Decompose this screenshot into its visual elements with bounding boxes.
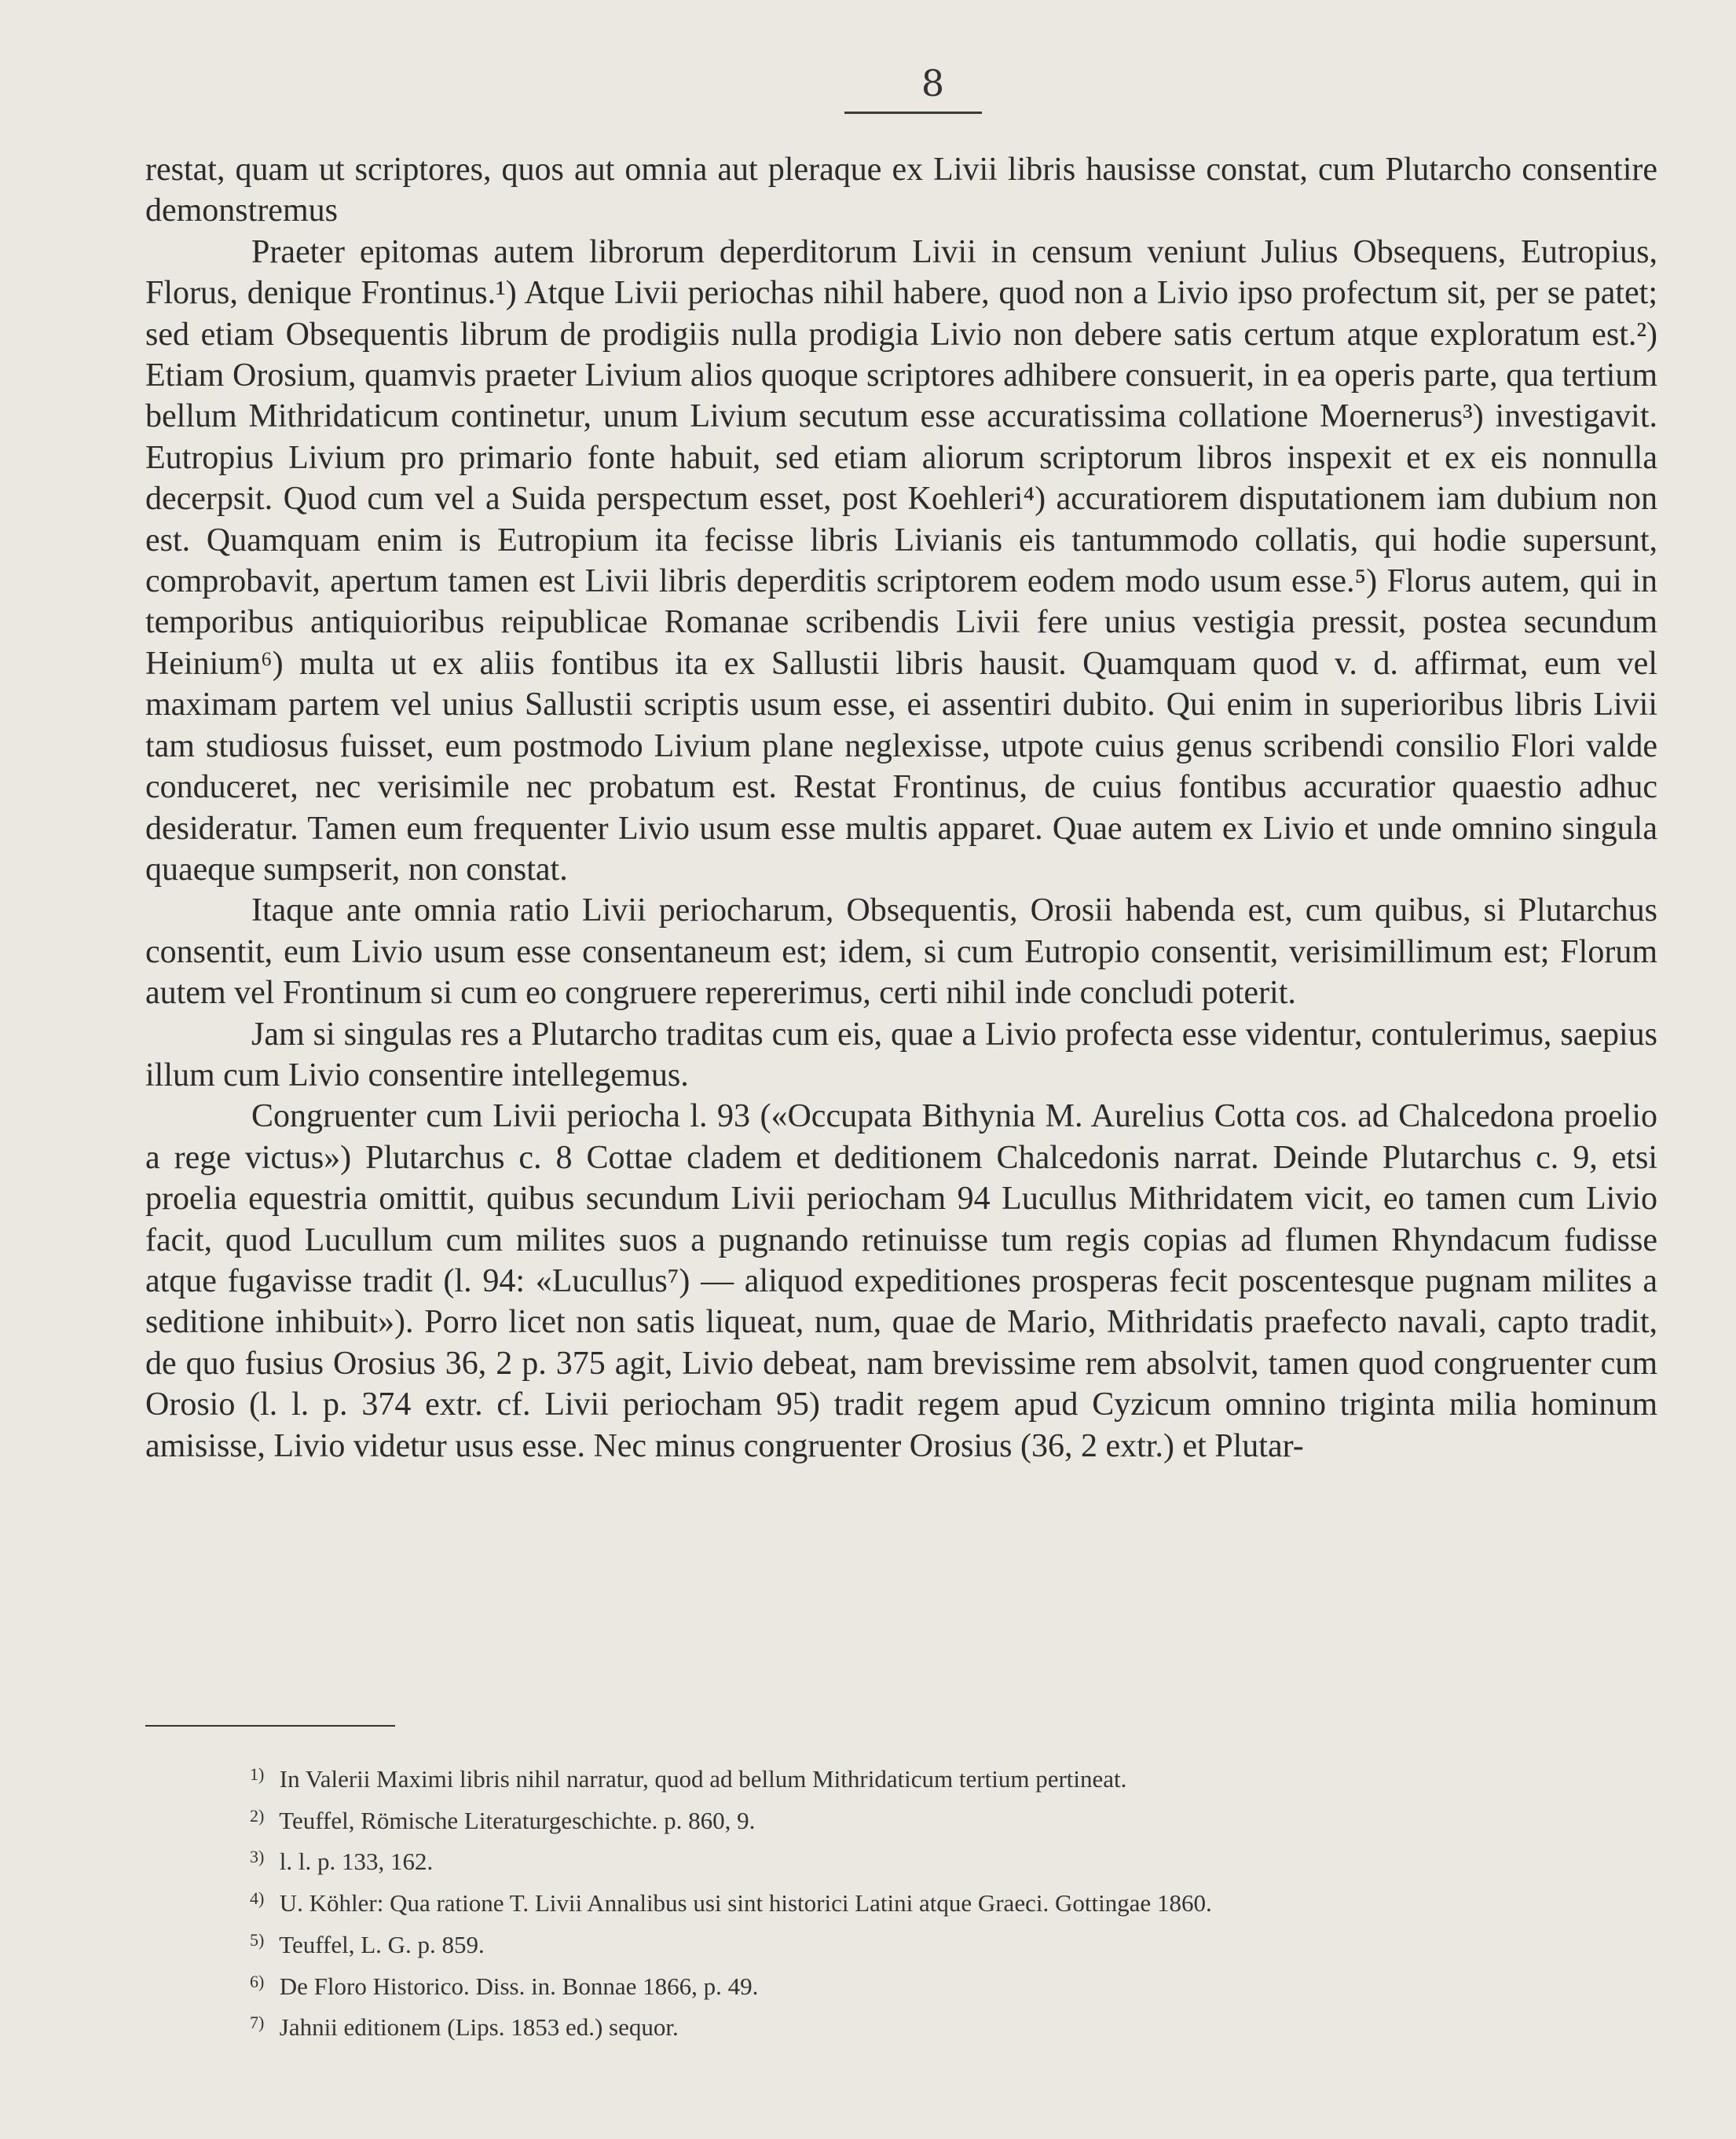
- paragraph-2: Praeter epitomas autem librorum deperditorum Livii in censum veniunt Julius Obsequens, Eutropius, Florus, denique Frontinus.¹) Atque Livii periochas nihil habere, quod non a Livio ipso profectum sit, per se patet; sed etiam Obsequentis librum de prodigiis nulla prodigia Livio non debere satis certum atque exploratum est.²) Etiam Orosium, quamvis praeter Livium alios quoque scriptores adhibere consuerit, in ea operis parte, qua tertium bellum Mithridaticum continetur, unum Livium secutum esse accuratissima collatione Moernerus³) investigavit. Eutropius Livium pro primario fonte habuit, sed etiam aliorum scriptorum libros inspexit et ex eis nonnulla decerpsit. Quod cum vel a Suida perspectum esset, post Koehleri⁴) accuratiorem disputationem iam dubium non est. Quamquam enim is Eutropium ita fecisse libris Livianis eis tantummodo collatis, qui hodie supersunt, comprobavit, apertum tamen est Livii libris deperditis scriptorem eodem modo usum esse.⁵) Florus autem, qui in temporibus antiquioribus reipublicae Romanae scribendis Livii fere unius vestigia pressit, postea secundum Heinium⁶) multa ut ex aliis fontibus ita ex Sallustii libris hausit. Quamquam quod v. d. affirmat, eum vel maximam partem vel unius Sallustii scriptis usum esse, ei assentiri dubito. Qui enim in superioribus libris Livii tam studiosus fuisset, eum postmodo Livium plane neglexisse, utpote cuius genus scribendi consilio Flori valde conduceret, nec verisimile nec probatum est. Restat Frontinus, de cuius fontibus accuratior quaestio adhuc desideratur. Tamen eum frequenter Livio usum esse multis apparet. Quae autem ex Livio et unde omnino singula quaeque sumpserit, non constat.: [145, 233, 1657, 888]
- footnote-mark: 1): [250, 1764, 265, 1784]
- footnote-mark: 4): [250, 1888, 265, 1909]
- footnote-mark: 7): [250, 2013, 265, 2033]
- footnote-2: [250, 1798, 1585, 1840]
- footnote-mark: 2): [250, 1805, 265, 1826]
- footnote-text: Teuffel, L. G. p. 859.: [279, 1930, 485, 1958]
- footnote-3: [250, 1839, 1585, 1881]
- paragraph-4: Jam si singulas res a Plutarcho traditas cum eis, quae a Livio profecta esse videntur, contulerimus, saepius illum cum Livio consentire intellegemus.: [145, 1016, 1657, 1093]
- footnote-text: In Valerii Maximi libris nihil narratur, quod ad bellum Mithridaticum tertium pertineat.: [279, 1765, 1127, 1793]
- footnote-text: De Floro Historico. Diss. in. Bonnae 1866, p. 49.: [279, 1972, 759, 2000]
- footnote-4: [250, 1881, 1585, 1922]
- footnote-5: [250, 1922, 1585, 1964]
- paragraph-3: Itaque ante omnia ratio Livii periocharum, Obsequentis, Orosii habenda est, cum quibus, si Plutarchus consentit, eum Livio usum esse consentaneum est; idem, si cum Eutropio consentit, verisimillimum est; Florum autem vel Frontinum si cum eo congruere repererimus, certi nihil inde concludi poterit.: [145, 892, 1657, 1012]
- footnote-rule: [145, 1725, 395, 1727]
- footnote-mark: 3): [250, 1847, 265, 1867]
- footnote-text: Teuffel, Römische Literaturgeschichte. p. 860, 9.: [279, 1806, 756, 1834]
- footnote-6: [250, 1964, 1585, 2005]
- footnote-7: [250, 2005, 1585, 2046]
- paragraph-5: Congruenter cum Livii periocha l. 93 («Occupata Bithynia M. Aurelius Cotta cos. ad Chalcedona proelio a rege victus») Plutarchus c. 8 Cottae cladem et deditionem Chalcedonis narrat. Deinde Plutarchus c. 9, etsi proelia equestria omittit, quibus secundum Livii periocham 94 Lucullus Mithridatem vicit, eo tamen cum Livio facit, quod Lucullum cum milites suos a pugnando retinuisse tum regis copias ad flumen Rhyndacum fudisse atque fugavisse tradit (l. 94: «Lucullus⁷) — aliquod expeditiones prosperas fecit poscentesque pugnam milites a seditione inhibuit»). Porro licet non satis liqueat, num, quae de Mario, Mithridatis praefecto navali, capto tradit, de quo fusius Orosius 36, 2 p. 375 agit, Livio debeat, nam brevissime rem absolvit, tamen quod congruenter cum Orosio (l. l. p. 374 extr. cf. Livii periocham 95) tradit regem apud Cyzicum omnino triginta milia hominum amisisse, Livio videtur usus esse. Nec minus congruenter Orosius (36, 2 extr.) et Plutar-: [145, 1098, 1657, 1464]
- footnote-text: l. l. p. 133, 162.: [279, 1848, 434, 1876]
- footnotes: [250, 1756, 1585, 2046]
- footnote-text: U. Köhler: Qua ratione T. Livii Annalibus usi sint historici Latini atque Graeci. Gottingae 1860.: [279, 1889, 1212, 1917]
- footnote-1: [250, 1756, 1585, 1798]
- footnote-mark: 6): [250, 1971, 265, 1991]
- footnote-text: Jahnii editionem (Lips. 1853 ed.) sequor.: [279, 2013, 679, 2042]
- paragraph-1: restat, quam ut scriptores, quos aut omnia aut pleraque ex Livii libris hausisse constat, cum Plutarcho consentire demonstremus: [145, 152, 1657, 229]
- header-rule: [844, 112, 982, 114]
- body-text: [145, 149, 1657, 1467]
- footnote-mark: 5): [250, 1929, 265, 1950]
- page-number: 8: [921, 62, 945, 104]
